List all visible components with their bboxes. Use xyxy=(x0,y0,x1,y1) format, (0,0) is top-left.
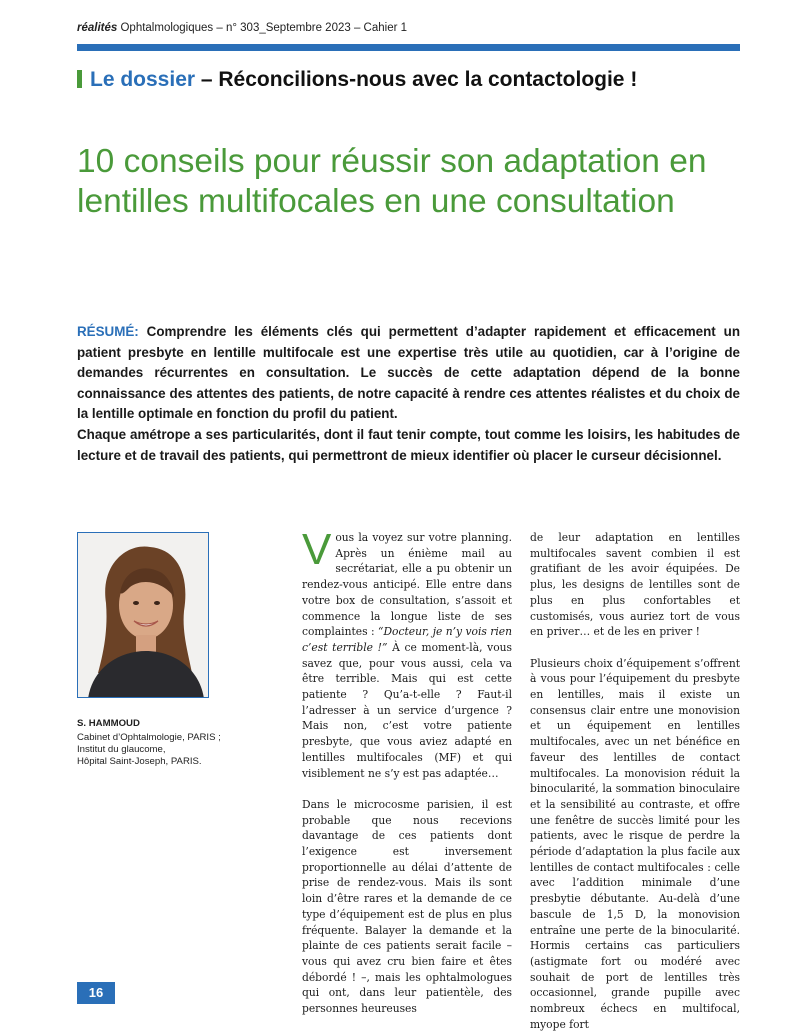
abstract xyxy=(77,322,740,466)
body-paragraph xyxy=(302,525,512,781)
author-portrait-image xyxy=(78,533,209,698)
author-affiliation-3: Hôpital Saint-Joseph, PARIS. xyxy=(77,756,202,767)
article-title: 10 conseils pour réussir son adaptation en lentilles multifocales en une consultation xyxy=(77,143,707,220)
page-number: 16 xyxy=(77,982,115,1004)
running-header xyxy=(77,22,407,34)
body-paragraph: de leur adaptation en lentilles multifocales savent combien il est gratifiant de les avoir équipées. De plus, les designs de lentilles sont de plus en plus confortables et customisés, vous auriez tort de vous en priver… et de les en priver ! xyxy=(530,531,740,639)
section-label: Le dossier xyxy=(90,68,196,91)
body-paragraph: Dans le microcosme parisien, il est probable que nous recevions davantage de ces patients dont l’exigence est inversement proportionnelle au délai d’attente de prise de rendez-vous. Mais ils sont loin d’être rares et la demande de ce type d’équipement est de plus en plus fréquente. Balayer la demande et la plainte de ces patients serait facile – vous qui avez cru bien faire et êtes débordé ! –, mais les ophtalmologues qui ont, dans leur patientèle, des personnes heureuses xyxy=(302,797,512,1016)
header-rule xyxy=(77,44,740,51)
abstract-para-1 xyxy=(77,322,740,425)
journal-brand: réalités xyxy=(77,22,118,34)
body-column-2 xyxy=(530,530,740,1032)
author-affiliation-2: Institut du glaucome, xyxy=(77,744,166,755)
author-name: S. HAMMOUD xyxy=(77,718,140,729)
section-marker xyxy=(77,70,82,88)
body-text: À ce moment-là, vous savez que, pour vous aussi, cela va être terrible. Mais qui est cette patiente ? Qu’a-t-elle ? Faut-il l’adresser à un service d’urgence ? Mais non, c’est votre patiente presbyte, que vous aviez adapté en lentilles multifocales (MF) et qui visiblement ne s’y est pas adaptée… xyxy=(302,640,512,780)
body-paragraph: Plusieurs choix d’équipement s’offrent à vous pour l’équipement du presbyte en lentilles, mais il existe un consensus clair entre une monovision et un équipement en lentilles multifocales, avec un net bénéfice en faveur des lentilles de contact multifocales. La monovision réduit la binocularité, la sommation binoculaire et la sensibilité au contraste, et offre une fenêtre de succès limité pour les patients, avec le risque de perdre la période d’adaptation la plus facile aux lentilles de contact multifocales : celle avec l’addition minimale d’une presbytie débutante. Au-delà d’une bascule de 1,5 D, la monovision entraîne une perte de la binocularité. Hormis certains cas particuliers (astigmate fort ou modéré avec souhait de port de lentilles très occasionnel, grande pupille avec nombreux échecs en multifocal, myope fort xyxy=(530,656,740,1031)
body-text: ous la voyez sur votre planning. Après un énième mail au secrétariat, elle a pu obtenir un rendez-vous anticipé. Elle entre dans votre box de consultation, s’assoit et commence la longue liste de ses complaintes : xyxy=(302,531,512,639)
abstract-text-1: Comprendre les éléments clés qui permettent d’adapter rapidement et efficacement un patient presbyte en lentille multifocale est une expertise très utile au quotidien, car à l’origine de demandes récurrentes en consultation. Le succès de cette adaptation dépend de la bonne connaissance des attentes des patients, de notre capacité à rendre ces attentes réalistes et du choix de la lentille optimale en fonction du profil du patient. xyxy=(77,324,740,422)
body-column-1 xyxy=(302,525,512,1017)
author-photo xyxy=(77,532,209,698)
section-heading xyxy=(77,68,637,92)
patient-quote: “Docteur, je n’y vois rien c’est terrible !” xyxy=(302,625,512,654)
author-affiliation-1: Cabinet d’Ophtalmologie, PARIS ; xyxy=(77,732,221,743)
abstract-para-2: Chaque amétrope a ses particularités, dont il faut tenir compte, tout comme les loisirs, les habitudes de lecture et de travail des patients, qui permettront de mieux identifier où placer le curseur décisionnel. xyxy=(77,426,740,463)
section-subtitle: – Réconcilions-nous avec la contactologie ! xyxy=(195,68,638,91)
issue-info: Ophtalmologiques – n° 303_Septembre 2023 – Cahier 1 xyxy=(117,22,408,34)
drop-cap: V xyxy=(302,525,332,574)
abstract-label: RÉSUMÉ: xyxy=(77,324,139,339)
author-block xyxy=(77,718,277,768)
